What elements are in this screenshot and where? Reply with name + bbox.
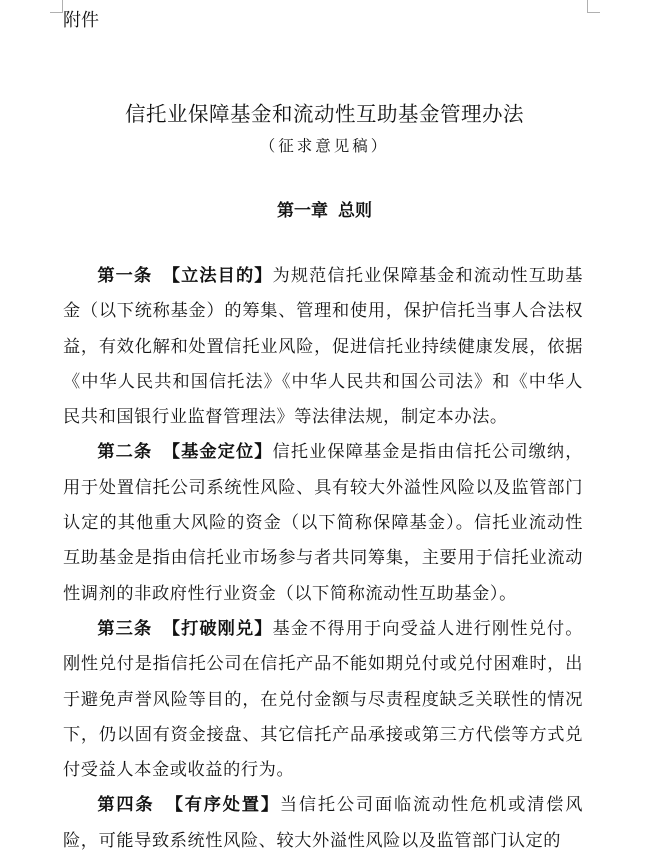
article-heading: 【打破刚兑】 xyxy=(162,618,273,639)
article-text: 信托业保障基金是指由信托公司缴纳，用于处置信托公司系统性风险、具有较大外溢性风险以及监管部门认定的其他重大风险的资金（以下简称保障基金）。信托业流动性互助基金是指由信托业市场参与者共同筹集，主要用于信托业流动性调剂的非政府性行业资金（以下简称流动性互助基金）。 xyxy=(63,442,584,604)
margin-corner-mark-right xyxy=(587,0,600,13)
document-body xyxy=(63,259,583,859)
attachment-label: 附件 xyxy=(63,10,99,31)
article-1 xyxy=(63,259,583,435)
margin-corner-mark-left xyxy=(50,0,63,13)
document-title: 信托业保障基金和流动性互助基金管理办法 xyxy=(125,102,524,126)
article-2 xyxy=(63,435,583,611)
article-4 xyxy=(63,788,583,859)
article-heading: 【立法目的】 xyxy=(162,266,273,286)
article-heading: 【基金定位】 xyxy=(162,442,273,463)
article-number: 第四条 xyxy=(97,795,155,816)
article-number: 第二条 xyxy=(97,442,153,463)
article-heading: 【有序处置】 xyxy=(164,795,280,816)
article-number: 第一条 xyxy=(97,266,153,286)
article-number: 第三条 xyxy=(97,618,153,639)
article-text: 基金不得用于向受益人进行刚性兑付。刚性兑付是指信托公司在信托产品不能如期兑付或兑付困难时，出于避免声誉风险等目的，在兑付金额与尽责程度缺乏关联性的情况下，仍以固有资金接盘、其它信托产品承接或第三方代偿等方式兑付受益人本金或收益的行为。 xyxy=(63,618,584,781)
chapter-number: 第一章 xyxy=(277,201,328,221)
document-subtitle: （征求意见稿） xyxy=(259,137,390,155)
article-3 xyxy=(63,612,583,788)
article-text: 当信托公司面临流动性危机或清偿风险，可能导致系统性风险、较大外溢性风险以及监管部门认定的 xyxy=(63,795,583,851)
article-text: 为规范信托业保障基金和流动性互助基金（以下统称基金）的筹集、管理和使用，保护信托当事人合法权益，有效化解和处置信托业风险，促进信托业持续健康发展，依据《中华人民共和国信托法》《中华人民共和国公司法》和《中华人民共和国银行业监督管理法》等法律法规，制定本办法。 xyxy=(63,266,584,428)
chapter-heading xyxy=(0,198,649,224)
chapter-name: 总则 xyxy=(338,201,372,221)
